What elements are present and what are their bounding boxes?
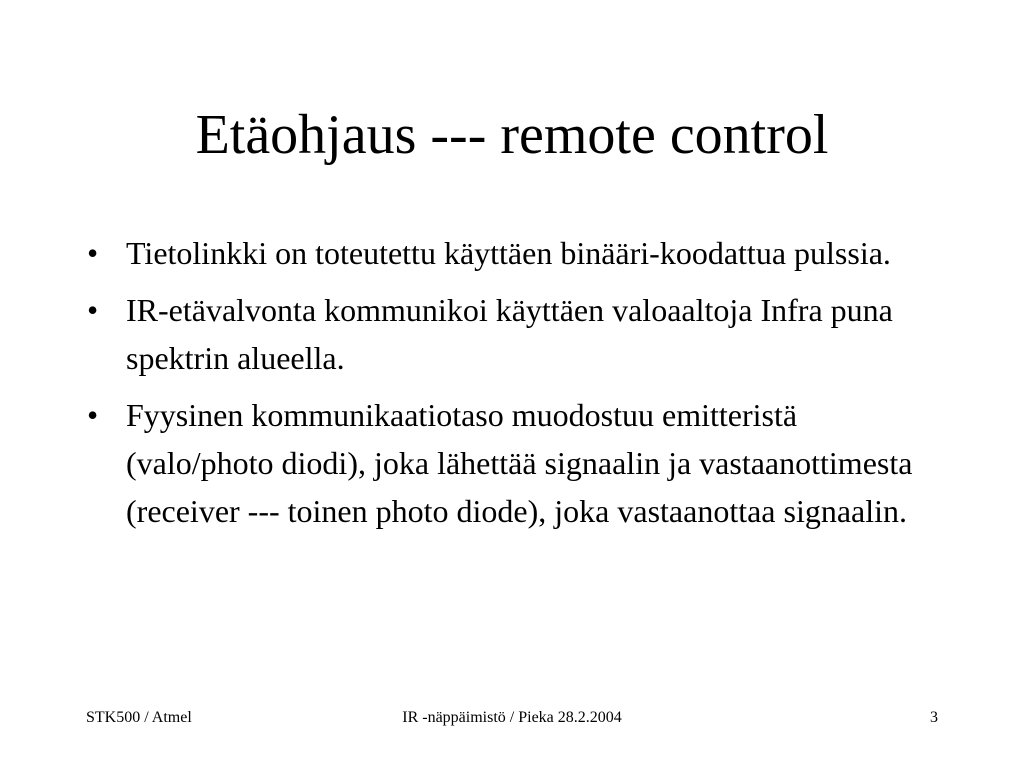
slide-title: Etäohjaus --- remote control	[195, 104, 829, 166]
bullet-item	[87, 286, 917, 382]
bullet-text: Fyysinen kommunikaatiotaso muodostuu emitteristä (valo/photo diodi), joka lähettää signaalin ja vastaanottimesta (receiver --- toinen photo diode), joka vastaanottaa signaalin.	[126, 397, 913, 529]
bullet-list	[87, 229, 917, 544]
bullet-icon: •	[87, 292, 99, 328]
bullet-text: Tietolinkki on toteutettu käyttäen binääri-koodattua pulssia.	[126, 235, 891, 271]
bullet-text: IR-etävalvonta kommunikoi käyttäen valoaaltoja Infra puna spektrin alueella.	[126, 292, 893, 376]
bullet-item	[87, 391, 917, 535]
bullet-icon: •	[87, 397, 99, 433]
footer-left: STK500 / Atmel	[86, 709, 192, 726]
bullet-icon: •	[87, 235, 99, 271]
page-number: 3	[930, 709, 938, 726]
footer-center: IR -näppäimistö / Pieka 28.2.2004	[402, 709, 622, 726]
bullet-item	[87, 229, 917, 277]
